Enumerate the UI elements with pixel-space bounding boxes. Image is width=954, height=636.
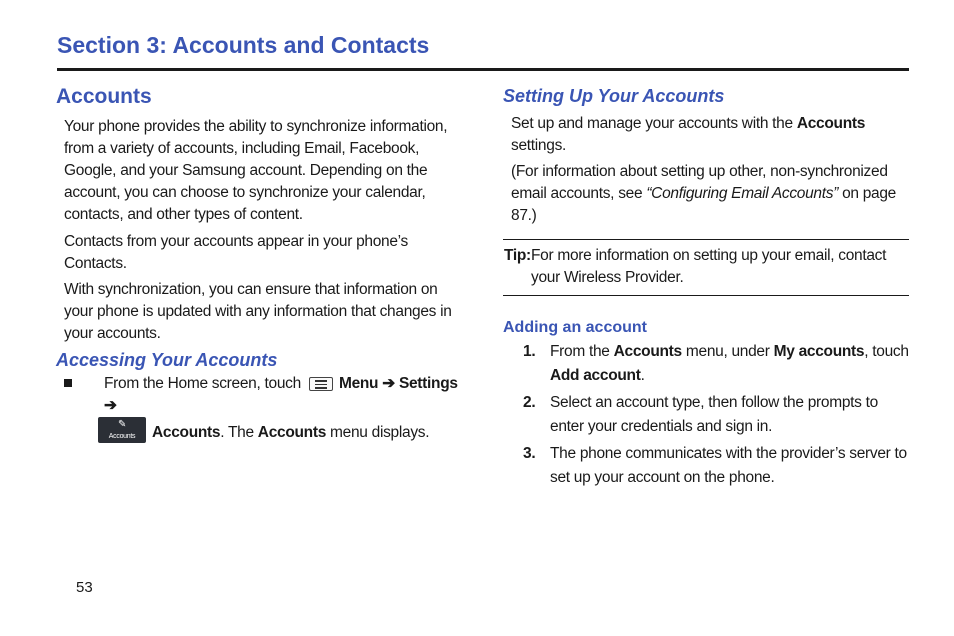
step-number: 1. [523, 343, 536, 360]
accounts-label: Accounts [152, 424, 221, 441]
accessing-accounts-bullet [56, 373, 461, 444]
step-3: 3. The phone communicates with the provider’s server to set up your account on the phone. [503, 442, 909, 490]
accounts-app-icon: ✎ Accounts [98, 417, 146, 443]
accounts-paragraph-3: With synchronization, you can ensure that information on your phone is updated with any information that changes in your accounts. [64, 281, 452, 342]
arrow-icon: ➔ [104, 397, 117, 414]
accessing-accounts-heading: Accessing Your Accounts [56, 350, 278, 370]
right-column [503, 84, 909, 490]
accounts-heading: Accounts [56, 85, 152, 108]
arrow-icon: ➔ [382, 375, 395, 392]
settings-label: Settings [398, 375, 458, 392]
bullet-suffix: menu displays. [330, 424, 430, 441]
page-number: 53 [76, 579, 93, 596]
step-1: 1. From the Accounts menu, under My accounts, touch Add account. [503, 340, 909, 388]
section-title: Section 3: Accounts and Contacts [57, 32, 430, 58]
bullet-prefix: From the Home screen, touch [104, 375, 301, 392]
setting-up-accounts-heading: Setting Up Your Accounts [503, 86, 725, 106]
accounts-paragraph-1: Your phone provides the ability to synchronize information, from a variety of accounts, including Email, Facebook, Google, and your Samsung account. Depending on the account, you can choose to synchronize your calendar, contacts, and other types of content. [64, 118, 448, 223]
step-number: 2. [523, 394, 536, 411]
tip-label: Tip: [504, 247, 531, 264]
bullet-square-icon [64, 379, 72, 387]
adding-account-steps [503, 340, 909, 490]
left-column [56, 84, 461, 444]
tip-row [503, 245, 909, 289]
menu-label: Menu [338, 375, 379, 392]
setting-up-paragraph-1: Set up and manage your accounts with the Accounts settings. [511, 115, 866, 154]
email-accounts-link: “Configuring Email Accounts” [646, 185, 839, 202]
setting-up-paragraph-2: (For information about setting up other, non-synchronized email accounts, see “Configuring Email Accounts” on page 87.) [511, 163, 897, 224]
accounts-label-2: Accounts [257, 424, 327, 441]
step-number: 3. [523, 445, 536, 462]
tip-box [503, 239, 909, 296]
title-rule [57, 68, 909, 71]
tip-text: For more information on setting up your email, contact your Wireless Provider. [531, 247, 887, 286]
menu-key-icon [309, 377, 333, 391]
adding-account-heading: Adding an account [503, 319, 647, 336]
step-2: 2. Select an account type, then follow the prompts to enter your credentials and sign in. [503, 391, 909, 439]
bullet-mid: . The [220, 424, 254, 441]
accounts-paragraph-2: Contacts from your accounts appear in your phone’s Contacts. [64, 233, 408, 272]
